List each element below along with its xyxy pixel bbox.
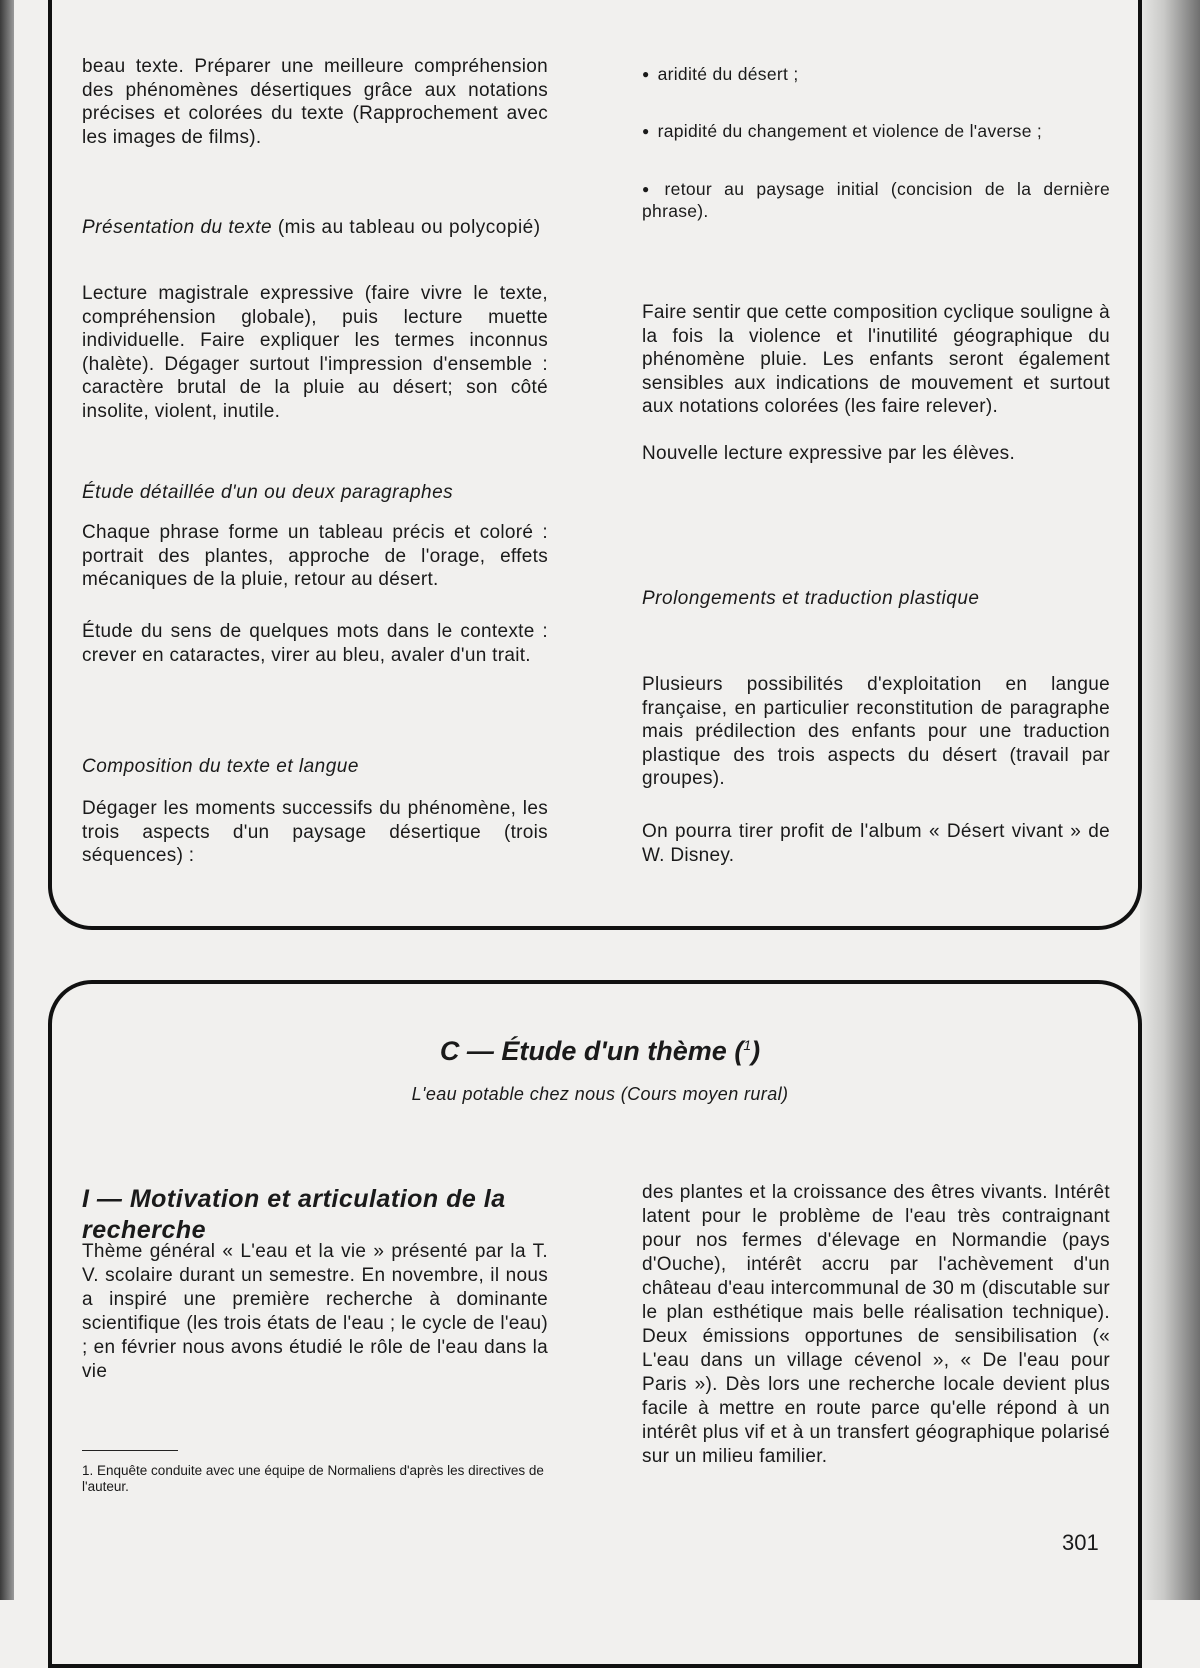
interet-paragraph: des plantes et la croissance des êtres vivants. Intérêt latent pour le problème de l'eau très contraignant pour nos fermes d'élevage en Normandie (pays d'Ouche), intérêt accru par l'achèvement d'un château d'eau intercommunal de 30 m (discutable sur le plan esthétique mais belle réalisation technique). Deux émissions opportunes de sensibilisation (« L'eau dans un village cévenol », « De l'eau pour Paris »). Dès lors une recherche locale devient plus facile à mettre en route parce qu'elle répond à un intérêt plus vif et à un transfert géographique polarisé sur un milieu familier. <box>642 1182 1110 1467</box>
composition-heading: Composition du texte et langue <box>82 756 359 777</box>
footnote-divider <box>82 1450 178 1451</box>
lecture-paragraph: Lecture magistrale expressive (faire vivre le texte, compréhension globale), puis lecture muette individuelle. Faire expliquer les termes inconnus (halète). Dégager surtout l'impression d'ensemble : caractère brutal de la pluie au désert; son côté insolite, violent, inutile. <box>82 283 548 422</box>
presentation-heading <box>82 216 548 240</box>
footnote-ref: 1 <box>743 1037 752 1053</box>
etude-sens-paragraph: Étude du sens de quelques mots dans le contexte : crever en cataractes, virer au bleu, avaler d'un trait. <box>82 621 548 666</box>
presentation-heading-rest: (mis au tableau ou polycopié) <box>272 217 541 238</box>
degager-paragraph: Dégager les moments successifs du phénomène, les trois aspects d'un paysage désertique (trois séquences) : <box>82 798 548 866</box>
footnote: 1. Enquête conduite avec une équipe de Normaliens d'après les directives de l'auteur. <box>82 1463 544 1494</box>
section-subtitle: L'eau potable chez nous (Cours moyen rural) <box>411 1084 789 1104</box>
bullet-aridite: ● aridité du désert ; <box>642 63 1110 87</box>
section-title-text: C — Étude d'un thème ( <box>439 1036 744 1066</box>
scan-edge-right <box>1140 0 1200 1600</box>
nouvelle-lecture-paragraph: Nouvelle lecture expressive par les élèves. <box>642 443 1016 464</box>
presentation-heading-italic: Présentation du texte <box>82 217 273 238</box>
plusieurs-paragraph: Plusieurs possibilités d'exploitation en langue française, en particulier reconstitution de paragraphe mais prédilection des enfants pour une traduction plastique des trois aspects du désert (travail par groupes). <box>642 674 1110 789</box>
faire-sentir-paragraph: Faire sentir que cette composition cyclique souligne à la fois la violence et l'inutilité géographique du phénomène pluie. Les enfants seront également sensibles aux indications de mouvement et surtout aux notations colorées (les faire relever). <box>642 302 1110 417</box>
bullet-rapidite: ● rapidité du changement et violence de l'averse ; <box>642 120 1110 144</box>
theme-paragraph: Thème général « L'eau et la vie » présenté par la T. V. scolaire durant un semestre. En novembre, il nous a inspiré une première recherche à dominante scientifique (les trois états de l'eau ; le cycle de l'eau) ; en février nous avons étudié le rôle de l'eau dans la vie <box>82 1241 548 1382</box>
section-title <box>0 1036 1200 1067</box>
motivation-heading: I — Motivation et articulation de la recherche <box>82 1185 506 1244</box>
prolongements-heading: Prolongements et traduction plastique <box>642 588 980 609</box>
bullet-retour: ● retour au paysage initial (concision de la dernière phrase). <box>642 178 1110 222</box>
etude-detaillee-heading: Étude détaillée d'un ou deux paragraphes <box>82 482 454 503</box>
section-title-close: ) <box>751 1036 761 1066</box>
scan-edge-left <box>0 0 14 1600</box>
chaque-phrase-paragraph: Chaque phrase forme un tableau précis et coloré : portrait des plantes, approche de l'orage, effets mécaniques de la pluie, retour au désert. <box>82 522 548 590</box>
album-paragraph: On pourra tirer profit de l'album « Désert vivant » de W. Disney. <box>642 821 1110 866</box>
intro-paragraph: beau texte. Préparer une meilleure compréhension des phénomènes désertiques grâce aux notations précises et colorées du texte (Rapprochement avec les images de films). <box>82 56 548 148</box>
page-number: 301 <box>1062 1530 1099 1555</box>
